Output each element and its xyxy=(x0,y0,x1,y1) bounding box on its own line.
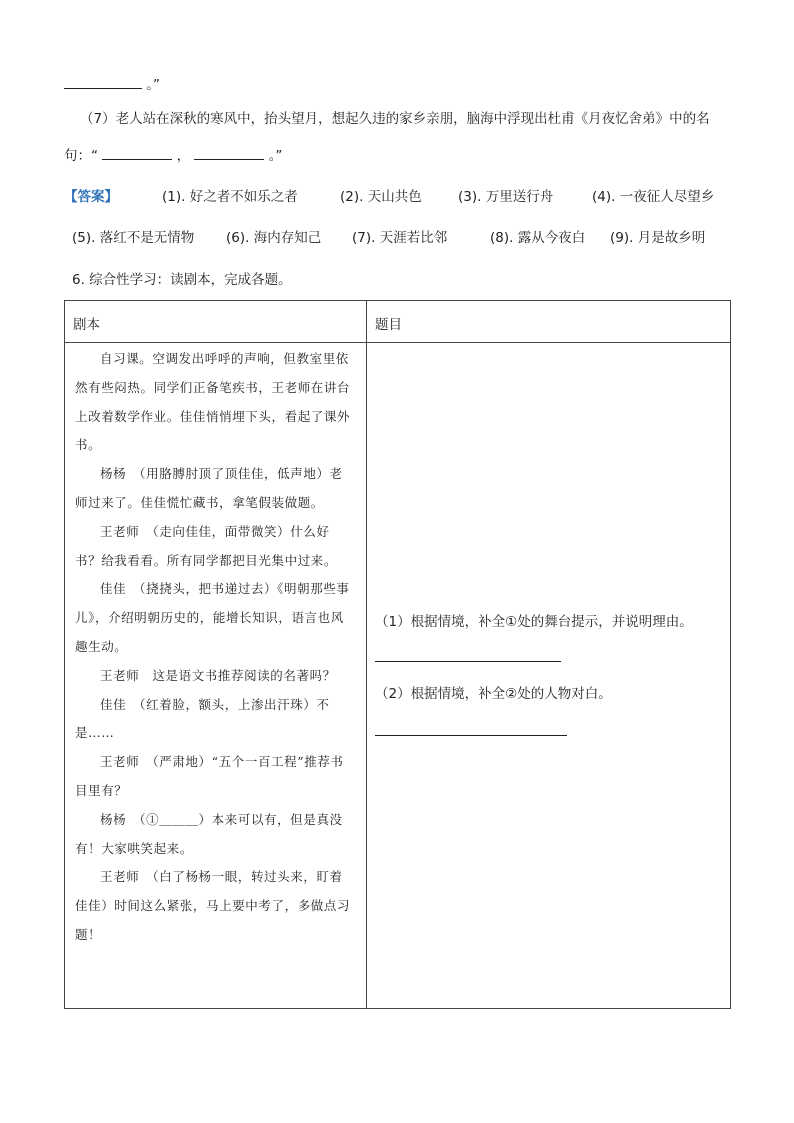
question-7-line-2: 句：“ ， 。” xyxy=(64,148,283,164)
answer-line-1 xyxy=(375,661,561,662)
script-paragraph: 王老师 （走向佳佳，面带微笑）什么好书？给我看看。所有同学都把目光集中过来。 xyxy=(75,523,338,568)
script-paragraph: 杨杨 （①＿＿＿）本来可以有，但是真没有！大家哄笑起来。 xyxy=(75,811,343,856)
script-paragraph: 佳佳 （挠挠头，把书递过去）《明朝那些事儿》，介绍明朝历史的，能增长知识，语言也风趣生动。 xyxy=(75,581,350,654)
answer-line-2 xyxy=(375,735,567,736)
answer-item-8: (8). 露从今夜白 xyxy=(490,230,586,246)
script-paragraph: 佳佳 （红着脸，额头，上渗出汗珠）不是…… xyxy=(75,696,330,741)
sub-question-1: （1）根据情境，补全①处的舞台提示，并说明理由。 xyxy=(375,614,693,630)
script-text xyxy=(75,345,355,950)
question-6-title: 6. 综合性学习：读剧本，完成各题。 xyxy=(72,272,292,288)
answer-item-3: (3). 万里送行舟 xyxy=(458,189,554,205)
script-paragraph: 自习课。空调发出呼呼的声响，但教室里依然有些闷热。同学们正备笔疾书，王老师在讲台上改着数学作业。佳佳悄悄埋下头，看起了课外书。 xyxy=(75,351,351,453)
answer-item-7: (7). 天涯若比邻 xyxy=(352,230,448,246)
fill-blank xyxy=(64,75,142,89)
header-questions: 题目 xyxy=(367,301,731,343)
answer-item-9: (9). 月是故乡明 xyxy=(610,230,706,246)
answer-item-2: (2). 天山共色 xyxy=(340,189,422,205)
prev-answer-line xyxy=(64,75,160,94)
header-script: 剧本 xyxy=(65,301,367,343)
script-paragraph: 王老师 （白了杨杨一眼，转过头来，盯着佳佳）时间这么紧张，马上要中考了，多做点习题！ xyxy=(75,869,351,942)
script-paragraph: 王老师 这是语文书推荐阅读的名著吗？ xyxy=(100,667,336,683)
fill-blank xyxy=(194,146,264,160)
questions-cell xyxy=(367,343,731,1009)
script-cell xyxy=(65,343,367,1009)
sub-question-2: （2）根据情境，补全②处的人物对白。 xyxy=(375,686,612,702)
question-7-line-1: （7）老人站在深秋的寒风中，抬头望月，想起久违的家乡亲朋，脑海中浮现出杜甫《月夜忆舍弟》中的名 xyxy=(80,111,710,127)
fill-blank xyxy=(102,146,172,160)
answer-item-5: (5). 落红不是无情物 xyxy=(72,230,195,246)
script-paragraph: 杨杨 （用胳膊肘顶了顶佳佳，低声地）老师过来了。佳佳慌忙藏书，拿笔假装做题。 xyxy=(75,466,343,510)
answer-tag: 【答案】 xyxy=(64,189,118,205)
script-question-table xyxy=(64,300,731,1009)
answer-item-6: (6). 海内存知己 xyxy=(226,230,322,246)
closing-punct: 。” xyxy=(146,77,161,93)
answer-item-4: (4). 一夜征人尽望乡 xyxy=(592,189,715,205)
answer-item-1: (1). 好之者不如乐之者 xyxy=(162,189,298,205)
script-paragraph: 王老师 （严肃地）“五个一百工程”推荐书目里有？ xyxy=(75,754,344,798)
